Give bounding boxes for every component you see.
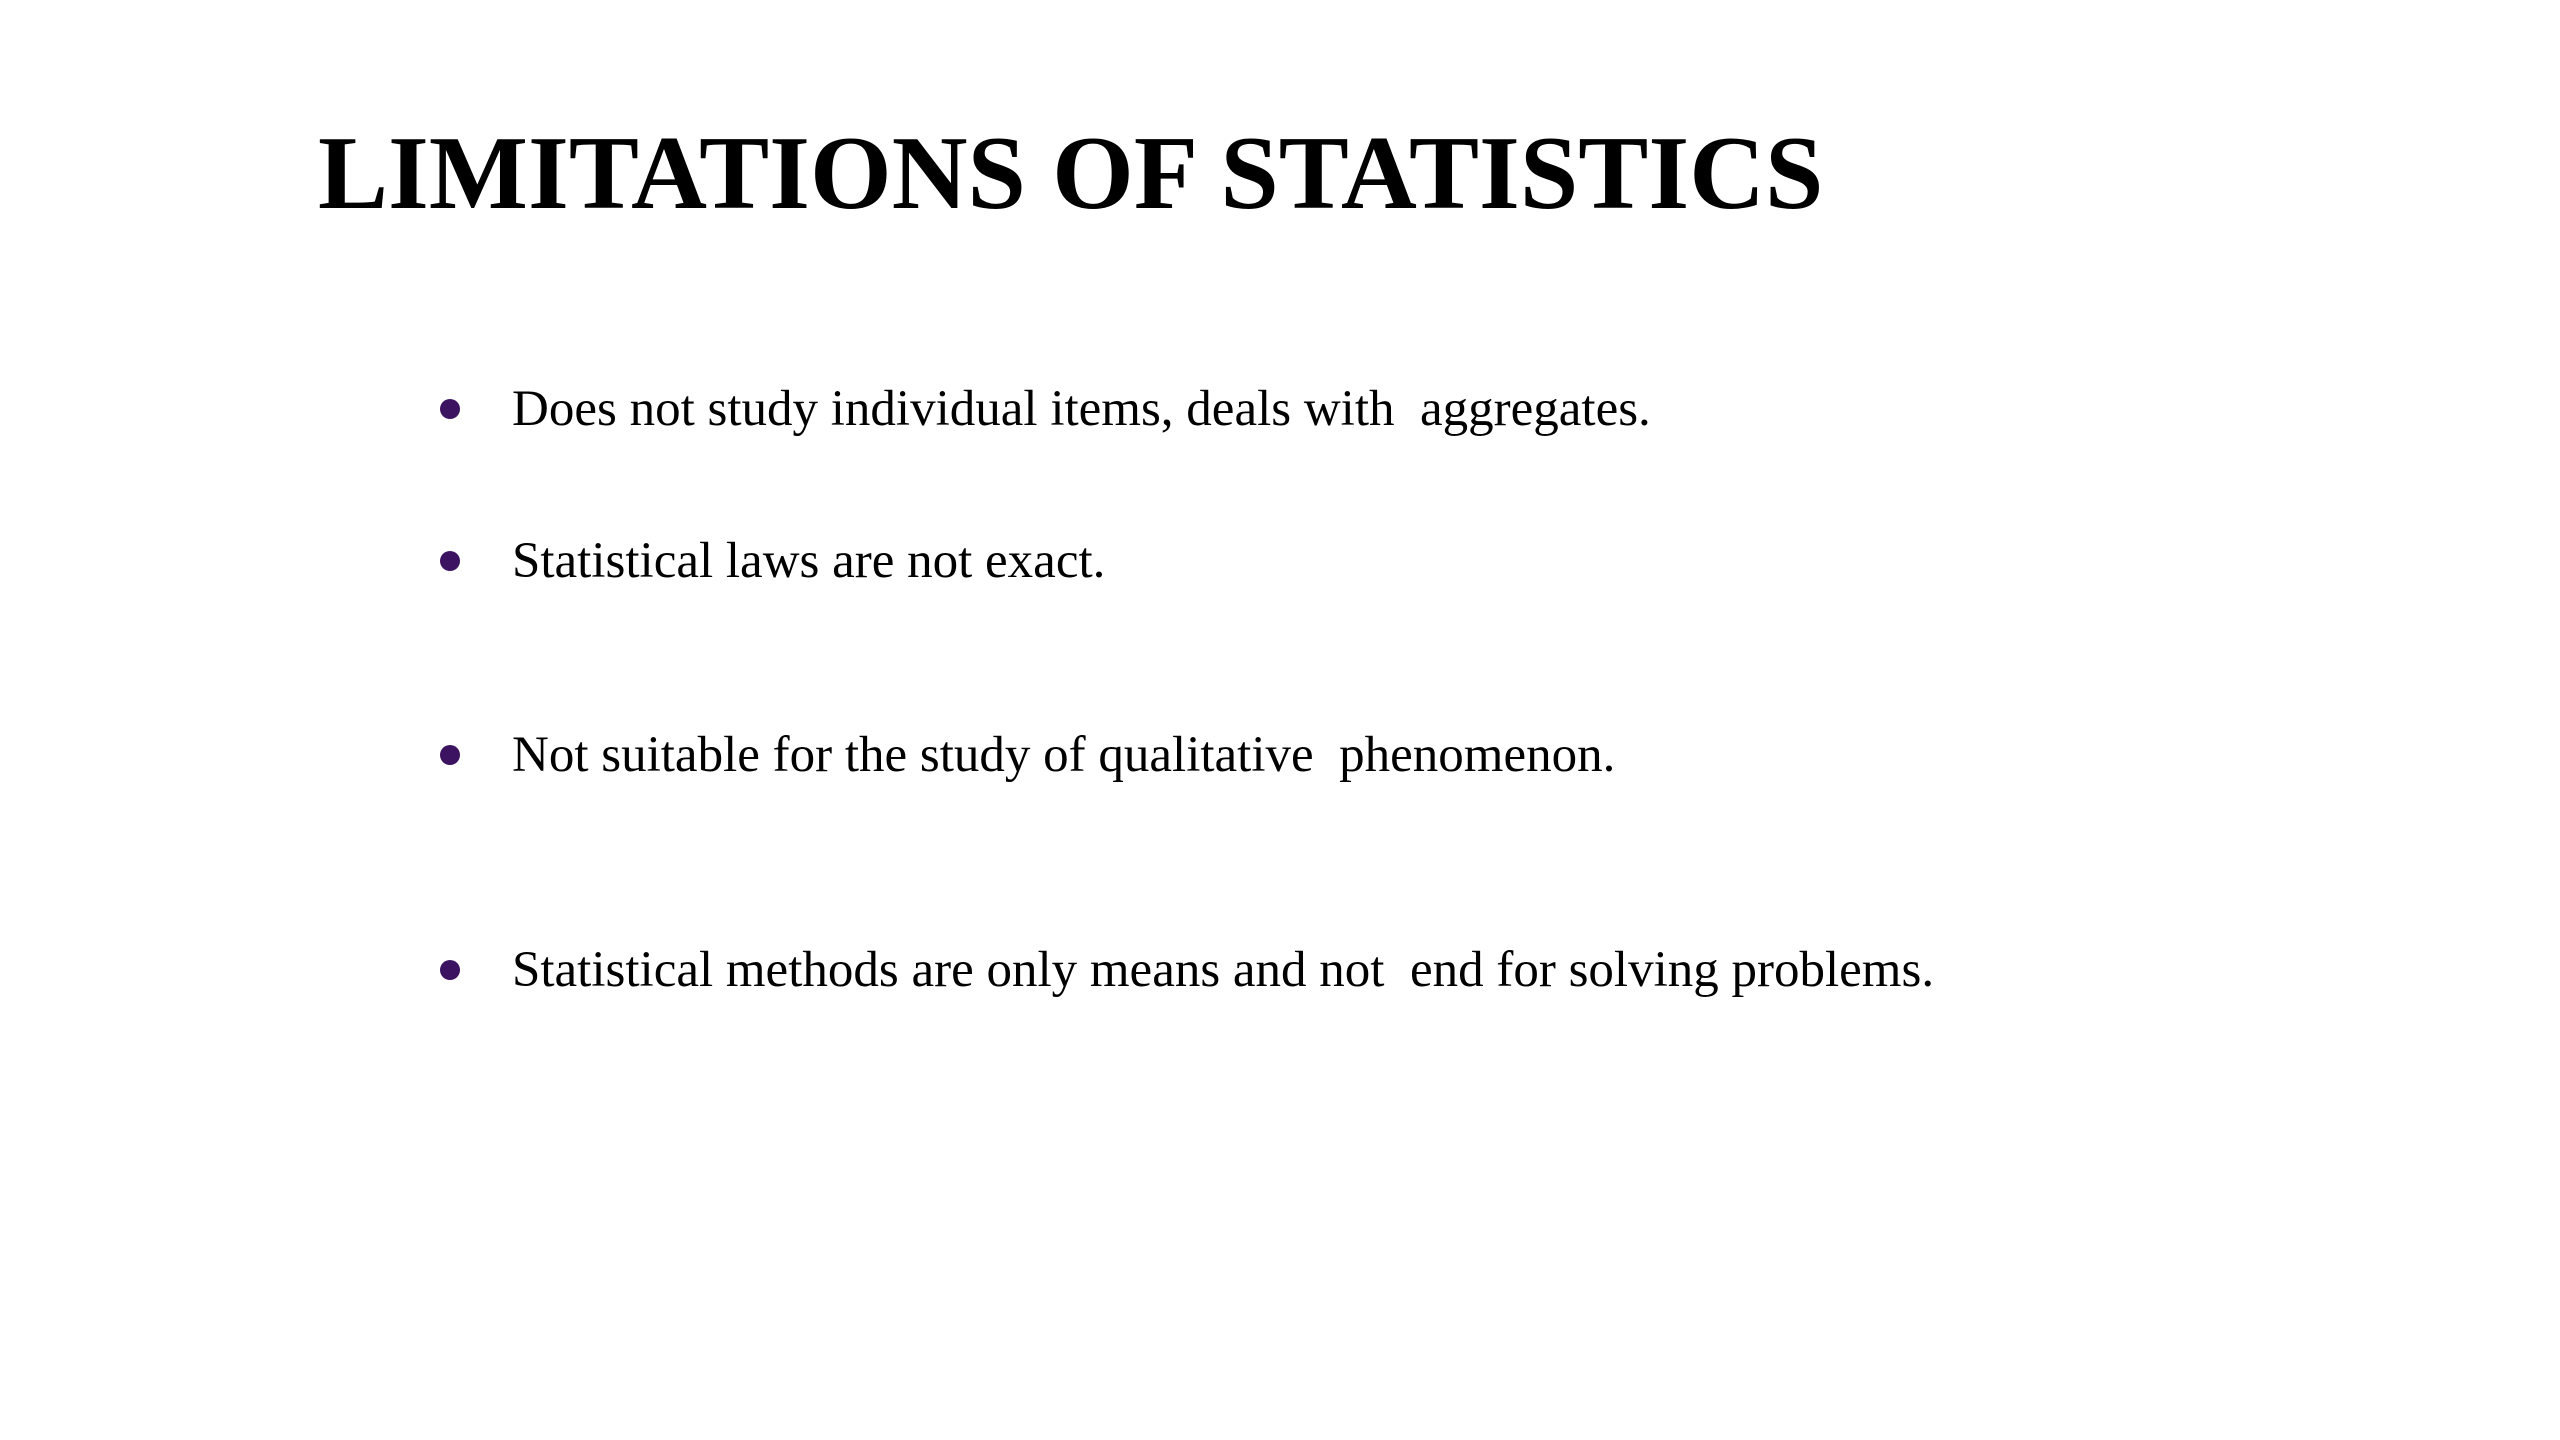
bullet-item [440, 935, 1934, 1005]
bullet-text: Statistical laws are not exact. [512, 533, 1106, 589]
bullet-text: Does not study individual items, deals with aggregates. [512, 381, 1651, 437]
bullet-text: Not suitable for the study of qualitative phenomenon. [512, 727, 1616, 783]
bullet-item [440, 526, 1105, 596]
bullet-dot-icon [440, 745, 460, 765]
bullet-dot-icon [440, 551, 460, 571]
bullet-item [440, 720, 1615, 790]
bullet-text: Statistical methods are only means and not end for solving problems. [512, 942, 1935, 998]
bullet-dot-icon [440, 960, 460, 980]
bullet-dot-icon [440, 399, 460, 419]
slide-title: LIMITATIONS OF STATISTICS [318, 114, 1824, 231]
bullet-item [440, 374, 1651, 444]
